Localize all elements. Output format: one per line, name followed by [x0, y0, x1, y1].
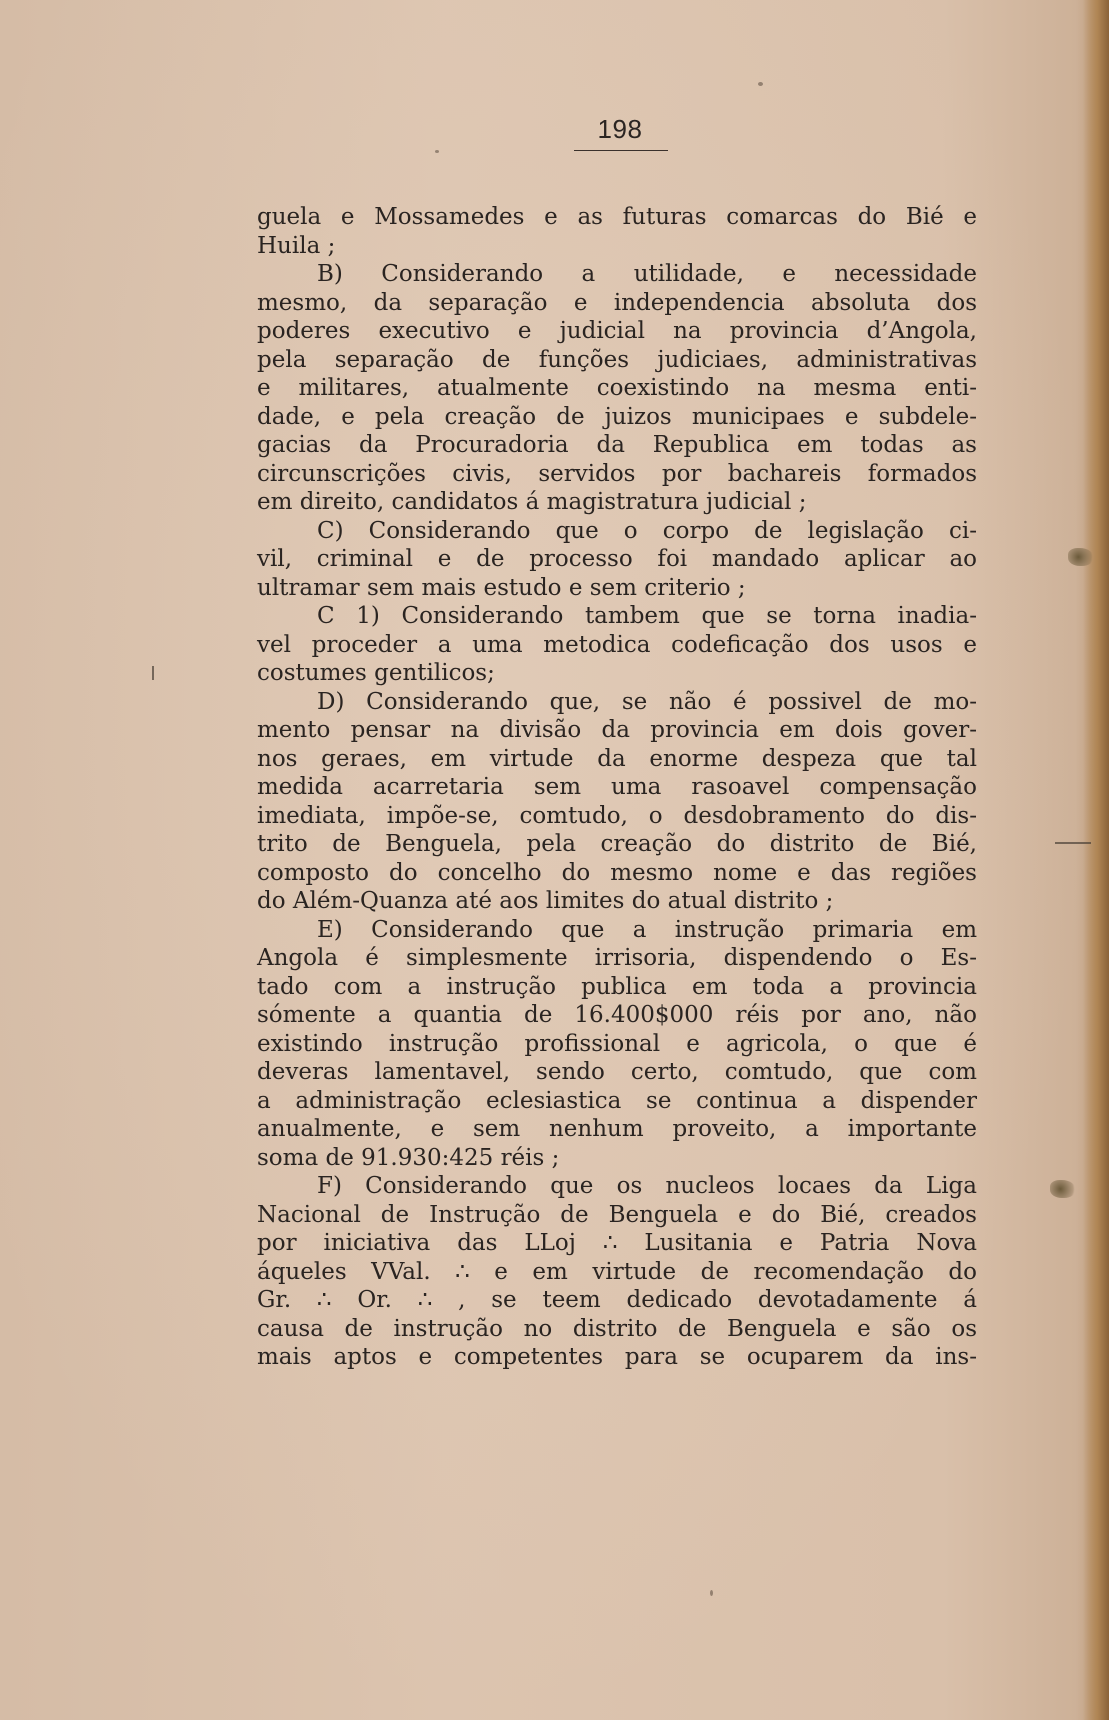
text-line: Angola é simplesmente irrisoria, dispendendo o Es- — [257, 945, 977, 971]
paper-speck — [435, 150, 439, 153]
text-line: gacias da Procuradoria da Republica em todas as — [257, 432, 977, 458]
text-line: mais aptos e competentes para se ocuparem da ins- — [257, 1344, 977, 1370]
text-line: imediata, impõe-se, comtudo, o desdobramento do dis- — [257, 802, 977, 829]
text-line: medida acarretaria sem uma rasoavel compensação — [257, 774, 977, 800]
text-line: C) Considerando que o corpo de legislação ci- — [317, 517, 977, 544]
text-line: composto do concelho do mesmo nome e das regiões — [257, 859, 977, 886]
paper-scratch — [152, 666, 154, 680]
text-line: por iniciativa das LLoj ∴ Lusitania e Patria Nova — [257, 1230, 977, 1256]
text-line: sómente a quantia de 16.400$000 réis por ano, não — [257, 1002, 977, 1028]
text-line: Huila ; — [257, 232, 336, 259]
text-line: guela e Mossamedes e as futuras comarcas do Bié e — [257, 204, 977, 230]
page-number: 198 — [597, 114, 643, 144]
paper-speck — [758, 82, 763, 86]
page-number-rule — [574, 150, 668, 151]
text-line: anualmente, e sem nenhum proveito, a importante — [257, 1116, 977, 1142]
page-edge-shadow — [1083, 0, 1109, 1720]
text-line: poderes executivo e judicial na provincia d’Angola, — [257, 318, 977, 344]
text-line: do Além-Quanza até aos limites do atual distrito ; — [257, 888, 834, 914]
text-line: mesmo, da separação e independencia absoluta dos — [257, 289, 977, 316]
text-line: causa de instrução no distrito de Benguela e são os — [257, 1315, 977, 1342]
paper-speck — [710, 1590, 713, 1596]
text-line: trito de Benguela, pela creação do distrito de Bié, — [257, 831, 977, 857]
text-line: áqueles VVal. ∴ e em virtude de recomendação do — [257, 1258, 977, 1285]
text-line: a administração eclesiastica se continua a dispender — [257, 1087, 977, 1114]
text-line: C 1) Considerando tambem que se torna inadia- — [317, 603, 977, 629]
text-line: Gr. ∴ Or. ∴ , se teem dedicado devotadamente á — [257, 1287, 977, 1313]
text-line: E) Considerando que a instrução primaria em — [317, 916, 977, 943]
text-line: Nacional de Instrução de Benguela e do Bié, creados — [257, 1201, 977, 1228]
text-line: B) Considerando a utilidade, e necessidade — [317, 261, 977, 287]
text-line: nos geraes, em virtude da enorme despeza que tal — [257, 745, 977, 772]
text-line: costumes gentilicos; — [257, 660, 495, 686]
text-line: ultramar sem mais estudo e sem criterio ; — [257, 574, 746, 601]
paper-scratch — [1055, 842, 1091, 844]
text-line: vil, criminal e de processo foi mandado aplicar ao — [257, 546, 977, 572]
text-line: D) Considerando que, se não é possivel de mo- — [317, 688, 977, 715]
text-line: mento pensar na divisão da provincia em dois gover- — [257, 717, 977, 743]
paper-stain-mark — [1068, 548, 1094, 566]
text-line: vel proceder a uma metodica codeficação dos usos e — [257, 631, 977, 658]
text-line: tado com a instrução publica em toda a provincia — [257, 973, 977, 1000]
text-line: soma de 91.930:425 réis ; — [257, 1144, 560, 1171]
text-line: e militares, atualmente coexistindo na mesma enti- — [257, 375, 977, 401]
text-line: deveras lamentavel, sendo certo, comtudo, que com — [257, 1059, 977, 1085]
text-line: circunscrições civis, servidos por bachareis formados — [257, 460, 977, 487]
text-line: dade, e pela creação de juizos municipaes e subdele- — [257, 403, 977, 430]
text-line: em direito, candidatos á magistratura judicial ; — [257, 489, 807, 515]
text-line: pela separação de funções judiciaes, administrativas — [257, 346, 977, 373]
paper-stain-mark — [1050, 1180, 1076, 1198]
body-text — [257, 203, 977, 1372]
text-line: F) Considerando que os nucleos locaes da Liga — [317, 1173, 977, 1199]
text-line: existindo instrução profissional e agricola, o que é — [257, 1030, 977, 1057]
